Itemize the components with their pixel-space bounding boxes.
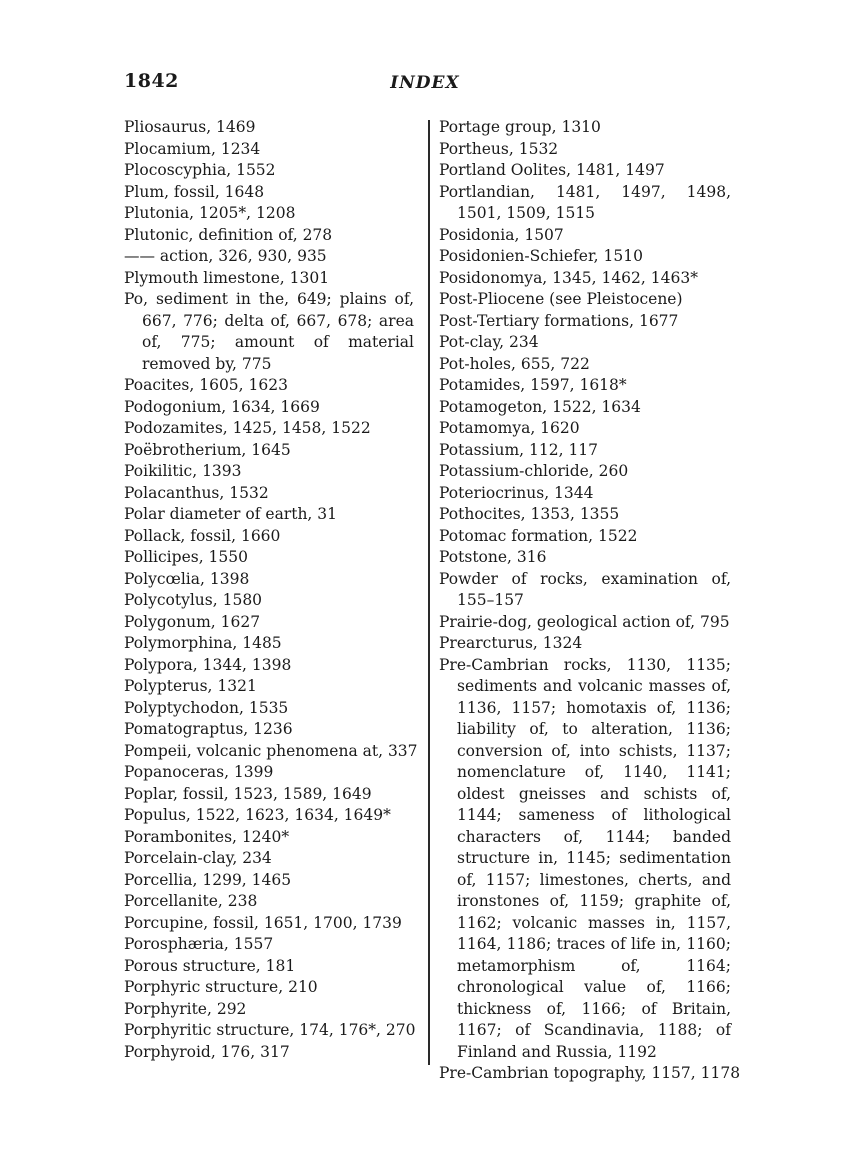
index-entry: Posidonien-Schiefer, 1510 — [439, 247, 643, 265]
index-entry: Porous structure, 181 — [124, 956, 296, 975]
index-entry: Plum, fossil, 1648 — [124, 182, 265, 201]
index-entry: Poikilitic, 1393 — [124, 462, 242, 480]
index-entry: Porcelain-clay, 234 — [124, 849, 272, 867]
index-entry: Plocoscyphia, 1552 — [124, 161, 276, 179]
index-entry: Portage group, 1310 — [439, 118, 601, 136]
index-entry: Polypterus, 1321 — [124, 677, 257, 695]
index-entry: Polar diameter of earth, 31 — [124, 505, 338, 523]
index-entry: Porosphæria, 1557 — [124, 935, 274, 953]
index-entry: —— action, 326, 930, 935 — [124, 247, 327, 265]
index-entry: Poteriocrinus, 1344 — [439, 483, 594, 502]
index-entry: Pomatograptus, 1236 — [124, 720, 293, 738]
index-entry: Potamogeton, 1522, 1634 — [439, 397, 641, 416]
column-divider — [428, 120, 430, 1065]
index-entry: Powder of rocks, examination of, 155–157 — [439, 569, 731, 609]
index-entry: Prearcturus, 1324 — [439, 634, 583, 652]
index-entry: Pliosaurus, 1469 — [124, 118, 256, 136]
index-entry: Pre-Cambrian topography, 1157, 1178 — [439, 1064, 741, 1082]
index-entry: Pompeii, volcanic phenomena at, 337 — [124, 741, 418, 760]
index-entry: Porcupine, fossil, 1651, 1700, 1739 — [124, 913, 402, 932]
index-entry: Pollack, fossil, 1660 — [124, 526, 281, 545]
index-entry: Prairie-dog, geological action of, 795 — [439, 612, 730, 631]
index-entry: Poacites, 1605, 1623 — [124, 376, 288, 394]
index-entry: Porphyritic structure, 174, 176*, 270 — [124, 1021, 416, 1039]
index-entry: Posidonia, 1507 — [439, 225, 564, 244]
index-entry: Potassium, 112, 117 — [439, 440, 599, 459]
index-entry: Podozamites, 1425, 1458, 1522 — [124, 419, 371, 437]
index-column-right — [439, 117, 741, 1085]
index-entry: Porcellia, 1299, 1465 — [124, 870, 292, 889]
index-entry: Polymorphina, 1485 — [124, 634, 282, 652]
index-entry: Poëbrotherium, 1645 — [124, 440, 291, 459]
index-entry: Pot-clay, 234 — [439, 333, 539, 351]
index-entry: Plutonic, definition of, 278 — [124, 225, 333, 244]
index-entry: Po, sediment in the, 649; plains of, 667, 776; delta of, 667, 678; area of, 775; amount of material removed by, 775 — [124, 290, 414, 373]
index-entry: Pollicipes, 1550 — [124, 548, 248, 566]
index-entry: Popanoceras, 1399 — [124, 763, 274, 781]
index-entry: Porphyroid, 176, 317 — [124, 1042, 290, 1061]
index-entry: Pothocites, 1353, 1355 — [439, 505, 620, 523]
index-entry: Plutonia, 1205*, 1208 — [124, 204, 296, 222]
index-entry: Polycotylus, 1580 — [124, 591, 263, 609]
index-entry: Poplar, fossil, 1523, 1589, 1649 — [124, 784, 372, 803]
index-entry: Pot-holes, 655, 722 — [439, 354, 590, 373]
index-entry: Porambonites, 1240* — [124, 827, 290, 846]
index-entry: Portlandian, 1481, 1497, 1498, 1501, 1509, 1515 — [439, 182, 731, 222]
index-entry: Post-Pliocene (see Pleistocene) — [439, 290, 683, 308]
index-entry: Plocamium, 1234 — [124, 139, 261, 158]
index-entry: Potomac formation, 1522 — [439, 526, 638, 545]
index-entry: Polyptychodon, 1535 — [124, 698, 289, 717]
index-entry: Porphyrite, 292 — [124, 999, 247, 1018]
index-entry: Potamomya, 1620 — [439, 419, 580, 437]
index-entry: Polacanthus, 1532 — [124, 483, 269, 502]
index-entry: Portheus, 1532 — [439, 139, 559, 158]
index-entry: Polycœlia, 1398 — [124, 569, 250, 588]
page-number: 1842 — [124, 70, 179, 92]
index-entry: Pre-Cambrian rocks, 1130, 1135; sediments and volcanic masses of, 1136, 1157; homotaxis of, 1136; liability of, to alteration, 1136; conversion of, into schists, 1137; nomenclature of, 1140, 1141; oldest gneisses and schists of, 1144; sameness of lithological characters of, 1144; banded structure in, 1145; sedimentation of, 1157; limestones, cherts, and ironstones of, 1159; graphite of, 1162; volcanic masses in, 1157, 1164, 1186; traces of life in, 1160; metamorphism of, 1164; chronological value of, 1166; thickness of, 1166; of Britain, 1167; of Scandinavia, 1188; of Finland and Russia, 1192 — [439, 655, 731, 1061]
index-entry: Potamides, 1597, 1618* — [439, 376, 627, 394]
index-entry: Polygonum, 1627 — [124, 612, 261, 631]
index-entry: Polypora, 1344, 1398 — [124, 655, 292, 674]
index-entry: Post-Tertiary formations, 1677 — [439, 311, 679, 330]
page-title: INDEX — [390, 73, 460, 93]
index-entry: Posidonomya, 1345, 1462, 1463* — [439, 268, 698, 287]
index-entry: Portland Oolites, 1481, 1497 — [439, 161, 665, 179]
index-entry: Potassium-chloride, 260 — [439, 462, 629, 480]
index-entry: Porcellanite, 238 — [124, 892, 258, 910]
index-entry: Populus, 1522, 1623, 1634, 1649* — [124, 806, 391, 824]
index-entry: Plymouth limestone, 1301 — [124, 268, 330, 287]
index-entry: Porphyric structure, 210 — [124, 978, 318, 996]
index-column-left — [124, 117, 418, 1063]
index-entry: Potstone, 316 — [439, 548, 547, 566]
index-entry: Podogonium, 1634, 1669 — [124, 397, 320, 416]
